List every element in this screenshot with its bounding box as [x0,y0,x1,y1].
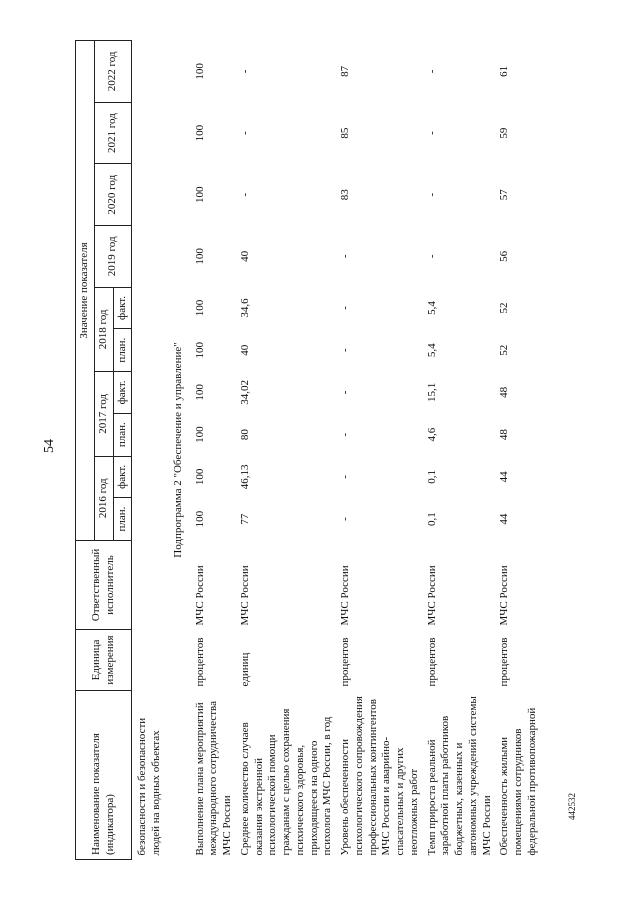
header-2022: 2022 год [94,41,132,103]
indicator-value: 100 [193,63,206,80]
indicator-name: Обеспеченность жилыми помещениями сотрудников федеральной противопожарной [498,707,538,856]
indicator-value: 100 [193,510,206,528]
header-2021: 2021 год [94,102,132,164]
indicator-value: 5,4 [425,301,438,315]
header-2019: 2019 год [94,226,132,288]
indicator-unit: процентов [498,637,511,687]
indicator-value: 59 [498,127,511,139]
rotated-table-area [75,30,575,860]
indicator-unit: единиц [238,652,251,687]
header-values: Значение показателя [76,41,95,541]
indicator-value: 5,4 [425,343,438,358]
header-2017: 2017 год [94,372,113,456]
indicator-value: 83 [339,189,351,201]
indicator-value: 15,1 [425,382,438,403]
indicator-value: 40 [238,250,251,262]
indicator-value: 87 [339,65,351,77]
indicator-value: 100 [193,124,206,142]
indicator-unit: процентов [193,637,206,687]
header-unit: Единица измерения [76,630,132,691]
header-2018: 2018 год [94,287,113,371]
indicator-value: - [339,517,351,521]
indicator-table [75,40,542,860]
indicator-value: 100 [193,384,206,401]
header-responsible: Ответственный исполнитель [76,541,132,630]
indicator-value: - [339,306,351,310]
table-row [192,41,237,860]
subprogram-row [166,41,192,860]
table-row [424,41,497,860]
indicator-value: - [238,192,251,197]
header-fact: факт. [113,372,132,414]
indicator-responsible: МЧС России [498,565,511,626]
header-2020: 2020 год [94,164,132,226]
indicator-value: - [339,475,351,479]
indicator-value: 40 [238,344,251,356]
continued-row [132,41,166,860]
indicator-value: - [339,254,351,259]
indicator-value: 48 [498,429,511,441]
subprogram-title: Подпрограмма 2 "Обеспечение и управление" [171,342,184,558]
indicator-value: - [238,131,251,135]
indicator-value: 85 [339,127,351,139]
indicator-value: 56 [498,250,511,262]
indicator-unit: процентов [425,637,438,687]
indicator-value: 77 [238,513,251,525]
header-fact: факт. [113,287,132,329]
indicator-value: 4,6 [425,427,438,442]
indicator-value: 80 [238,429,251,441]
header-fact: факт. [113,456,132,498]
table-body [132,41,542,860]
indicator-value: 100 [193,341,206,359]
indicator-value: 100 [193,299,206,317]
indicator-value: - [339,390,351,395]
indicator-name: Выполнение плана мероприятий международного сотрудничества МЧС России [193,701,233,856]
indicator-name: Среднее количество случаев оказания экстренной психологической помощи гражданам с целью сохранения психического здоровья, приходящееся на одного психолога МЧС России, в год [238,708,334,856]
indicator-value: 100 [193,426,206,443]
indicator-value: 48 [498,386,511,398]
continued-text: безопасности и безопасности людей на водных объектах [136,717,162,856]
indicator-responsible: МЧС России [193,565,206,626]
indicator-responsible: МЧС России [339,565,351,626]
header-name: Наименование показателя (индикатора) [76,691,132,860]
header-2016: 2016 год [94,456,113,540]
indicator-value: 46,13 [238,464,251,490]
indicator-value: - [425,192,438,197]
indicator-value: 61 [498,65,511,77]
indicator-value: 100 [193,248,206,265]
indicator-value: - [425,131,438,135]
indicator-value: 34,6 [238,298,251,318]
page-number: 54 [42,439,57,453]
indicator-value: 0,1 [425,469,438,484]
indicator-value: 44 [498,513,511,525]
table-row [237,41,337,860]
indicator-value: 34,02 [238,380,251,405]
indicator-value: 100 [193,186,206,203]
header-plan: план. [113,329,132,372]
indicator-value: 52 [498,302,511,314]
indicator-responsible: МЧС России [425,565,438,626]
indicator-value: - [238,69,251,74]
indicator-value: 52 [498,344,511,356]
header-plan: план. [113,498,132,541]
indicator-value: - [339,432,351,437]
table-row [496,41,541,860]
table-header [76,41,132,860]
indicator-value: 44 [498,471,511,483]
header-plan: план. [113,413,132,456]
indicator-value: 100 [193,468,206,486]
table-row [337,41,424,860]
indicator-responsible: МЧС России [238,565,251,626]
indicator-name: Уровень обеспеченности психологического сопровождения профессиональных контингентов МЧС России и аварийно-спасательных и других неотложных работ [339,696,420,856]
indicator-value: - [425,69,438,74]
indicator-name: Темп прироста реальной заработной платы работников бюджетных, казенных и автономных учреждений системы МЧС России [425,696,493,856]
document-id: 442532 [567,793,577,820]
indicator-value: - [425,254,438,259]
indicator-unit: процентов [339,637,351,687]
indicator-value: 0,1 [425,512,438,526]
indicator-value: 57 [498,189,511,201]
indicator-value: - [339,348,351,353]
